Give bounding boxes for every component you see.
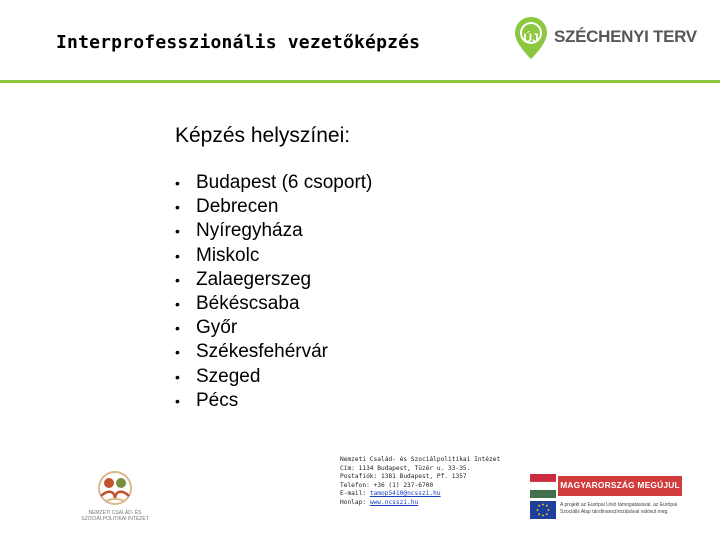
location-name: Pécs [196,389,239,411]
bullet-icon: • [175,199,180,216]
list-item [175,389,372,413]
locations-list [175,171,372,413]
bullet-icon: • [175,344,180,361]
location-name: Békéscsaba [196,292,300,314]
banner-red-bar [558,476,682,496]
contact-postal: Postafiók: 1381 Budapest, Pf. 1357 [340,473,467,481]
bullet-icon: • [175,320,180,337]
banner-title: MAGYARORSZÁG MEGÚJUL [560,480,680,490]
hungarian-flag-icon [530,474,556,498]
web-link[interactable]: www.ncsszi.hu [369,498,419,506]
bullet-icon: • [175,271,180,288]
contact-email-row [340,490,520,499]
page-header-title: Interprofesszionális vezetőképzés [56,32,421,53]
ncsszi-logo-text [70,510,160,522]
list-item [175,171,372,195]
header-divider [0,80,720,83]
ncsszi-logo-line: NEMZETI CSALÁD- ÉS [88,510,142,516]
list-item [175,365,372,389]
ncsszi-logo-icon [70,468,160,510]
location-name: Szeged [196,365,261,387]
ncsszi-logo [70,468,160,528]
szechenyi-terv-logo [514,16,714,60]
contact-address: Cím: 1134 Budapest, Tüzér u. 33-35. [340,464,471,472]
list-item [175,219,372,243]
bullet-icon: • [175,175,180,191]
bullet-icon: • [175,295,180,312]
list-item [175,316,372,340]
email-link[interactable]: tamop5410@ncsszi.hu [369,490,441,498]
bullet-icon: • [175,223,180,240]
section-title: Képzés helyszínei: [175,124,351,147]
eu-funding-line: Szociális Alap társfinanszírozásával valósul meg. [560,508,669,515]
ncsszi-logo-line: SZOCIÁLPOLITIKAI INTÉZET [81,516,149,522]
logo-text: SZÉCHENYI TERV [554,27,697,46]
list-item [175,292,372,316]
eu-funding-text [560,502,682,515]
location-name: Nyíregyháza [196,220,303,242]
list-item [175,195,372,219]
location-name: Zalaegerszeg [196,268,312,290]
bullet-icon: • [175,247,180,264]
location-name: Debrecen [196,196,279,218]
list-item [175,268,372,292]
eu-funding-line: A projekt az Európai Unió támogatásával, az Európai [560,502,678,508]
magyarorszag-megujul-banner [530,474,682,522]
location-name: Miskolc [196,244,260,266]
location-name: Győr [196,317,238,339]
location-name: Székesfehérvár [196,341,329,363]
contact-info [340,456,520,508]
contact-phone: Telefon: +36 (1) 237-6700 [340,481,434,489]
logo-pin-text: ÚJ [523,31,539,45]
contact-name: Nemzeti Család- és Szociálpolitikai Intézet [340,456,501,463]
web-label: Honlap: [340,498,370,506]
email-label: E-mail: [340,490,370,498]
contact-web-row [340,499,520,508]
bullet-icon: • [175,392,180,409]
list-item [175,244,372,268]
list-item [175,340,372,364]
location-name: Budapest (6 csoport) [196,172,373,193]
bullet-icon: • [175,368,180,385]
eu-flag-icon [530,501,556,519]
